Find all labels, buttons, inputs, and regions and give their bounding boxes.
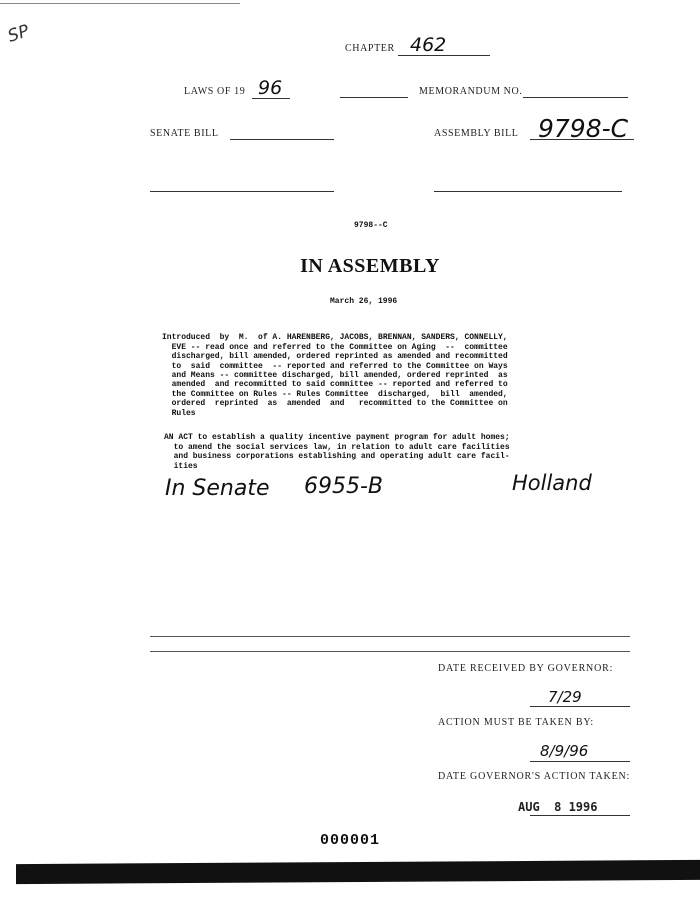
chapter-underline [398, 55, 490, 56]
memorandum-label: MEMORANDUM NO. [419, 86, 523, 97]
action-by-label: ACTION MUST BE TAKEN BY: [438, 717, 595, 728]
date-received-label: DATE RECEIVED BY GOVERNOR: [438, 663, 614, 674]
blank-line-right [434, 191, 622, 192]
act-line: ities [164, 461, 198, 471]
senate-bill-underline [230, 139, 334, 140]
top-edge-line [0, 3, 240, 4]
assembly-bill-label: ASSEMBLY BILL [434, 128, 519, 139]
senate-bill-label: SENATE BILL [150, 128, 219, 139]
laws-underline [252, 98, 290, 99]
chapter-value: 462 [410, 34, 447, 56]
action-taken-label: DATE GOVERNOR'S ACTION TAKEN: [438, 771, 631, 782]
introduced-line: ordered reprinted as amended and recommitted to the Committee on [162, 399, 508, 409]
introduced-line: to said committee -- reported and referred to the Committee on Ways [162, 361, 508, 371]
date-received-value: 7/29 [548, 688, 582, 706]
in-assembly-heading: IN ASSEMBLY [300, 255, 440, 277]
act-line: to amend the social services law, in relation to adult care facilities [164, 442, 510, 452]
introduced-line: discharged, bill amended, ordered reprinted as amended and recommitted [162, 352, 508, 362]
act-line: and business corporations establishing and operating adult care facil- [164, 452, 510, 462]
act-line: AN ACT to establish a quality incentive payment program for adult homes; [164, 433, 510, 443]
page-number: 000001 [320, 832, 381, 849]
corner-mark: SP [5, 21, 32, 47]
blank-line-left [150, 191, 334, 192]
bottom-scan-bar [16, 860, 700, 884]
introduced-line: amended and recommitted to said committee -- reported and referred to [162, 380, 508, 390]
introduced-paragraph [162, 324, 508, 427]
bill-number: 9798--C [354, 221, 388, 230]
action-by-underline [530, 761, 630, 762]
introduced-line: Rules [162, 408, 196, 418]
in-senate-note: In Senate [165, 476, 270, 501]
introduced-line: and Means -- committee discharged, bill amended, ordered reprinted as [162, 371, 508, 381]
introduced-line: EVE -- read once and referred to the Committee on Aging -- committee [162, 342, 508, 352]
action-taken-underline [530, 815, 630, 816]
action-taken-stamp: AUG 8 1996 [518, 800, 598, 814]
assembly-bill-underline [530, 139, 634, 140]
assembly-bill-value: 9798-C [538, 114, 629, 143]
senate-number-note: 6955-B [304, 474, 384, 499]
separator-line-1 [150, 636, 630, 637]
sponsor-note: Holland [512, 471, 592, 495]
laws-value: 96 [258, 77, 283, 99]
action-by-value: 8/9/96 [540, 742, 589, 760]
chapter-label: CHAPTER [345, 43, 395, 54]
date-received-underline [530, 706, 630, 707]
laws-blank-line [340, 97, 408, 98]
separator-line-2 [150, 651, 630, 652]
bill-date: March 26, 1996 [330, 297, 398, 306]
memorandum-underline [523, 97, 628, 98]
introduced-line: the Committee on Rules -- Rules Committee discharged, bill amended, [162, 389, 508, 399]
laws-label: LAWS OF 19 [184, 86, 246, 97]
introduced-line: Introduced by M. of A. HARENBERG, JACOBS, BRENNAN, SANDERS, CONNELLY, [162, 333, 508, 343]
act-paragraph [164, 424, 510, 480]
